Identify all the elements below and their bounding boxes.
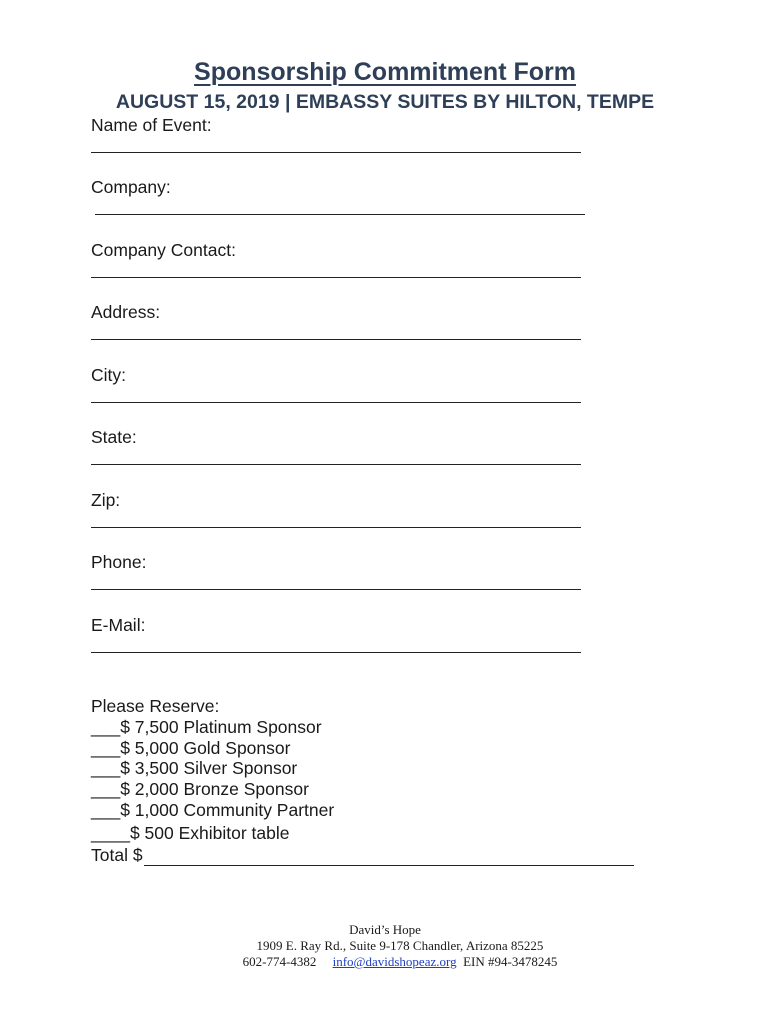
address-field[interactable]: [91, 339, 581, 340]
sponsor-option-bronze[interactable]: [91, 779, 334, 800]
option-label: $ 5,000 Gold Sponsor: [120, 737, 291, 758]
city-label: City:: [91, 365, 126, 385]
option-blank[interactable]: ___: [91, 716, 121, 737]
email-field[interactable]: [91, 652, 581, 653]
name-of-event-label: Name of Event:: [91, 115, 212, 135]
company-label: Company:: [91, 177, 171, 197]
address-label: Address:: [91, 302, 161, 322]
option-label: $ 3,500 Silver Sponsor: [120, 758, 298, 779]
option-blank[interactable]: ___: [91, 758, 121, 779]
company-field[interactable]: [95, 214, 585, 215]
sponsor-option-gold[interactable]: [91, 738, 334, 759]
zip-label: Zip:: [91, 490, 121, 510]
company-contact-label: Company Contact:: [91, 240, 236, 260]
name-of-event-field[interactable]: [91, 152, 581, 153]
sponsor-option-exhibitor-table[interactable]: [91, 823, 334, 844]
reserve-section: [91, 696, 334, 844]
footer-address: 1909 E. Ray Rd., Suite 9-178 Chandler, Arizona 85225: [256, 938, 544, 953]
sponsor-option-community-partner[interactable]: [91, 800, 334, 821]
footer-ein: EIN #94-3478245: [463, 954, 558, 969]
footer-email-link[interactable]: info@davidshopeaz.org: [332, 954, 457, 969]
option-blank[interactable]: ___: [91, 779, 121, 800]
footer-phone: 602-774-4382: [242, 954, 317, 969]
option-blank[interactable]: ___: [91, 737, 121, 758]
reserve-heading: Please Reserve:: [91, 696, 220, 716]
form-title: Sponsorship Commitment Form: [194, 58, 576, 86]
total-field[interactable]: [144, 848, 634, 866]
footer: [0, 922, 770, 970]
zip-field[interactable]: [91, 527, 581, 528]
option-blank[interactable]: ____: [91, 822, 130, 843]
phone-label: Phone:: [91, 552, 147, 572]
state-label: State:: [91, 427, 137, 447]
total-row: [91, 845, 634, 866]
option-label: $ 7,500 Platinum Sponsor: [120, 716, 322, 737]
sponsor-option-silver[interactable]: [91, 758, 334, 779]
email-label: E-Mail:: [91, 615, 146, 635]
city-field[interactable]: [91, 402, 581, 403]
footer-org: David’s Hope: [349, 922, 421, 937]
option-label: $ 500 Exhibitor table: [129, 822, 290, 843]
phone-field[interactable]: [91, 589, 581, 590]
state-field[interactable]: [91, 464, 581, 465]
option-label: $ 1,000 Community Partner: [120, 799, 335, 820]
total-label: Total $: [91, 845, 143, 865]
option-blank[interactable]: ___: [91, 799, 121, 820]
event-subtitle: AUGUST 15, 2019 | EMBASSY SUITES BY HILTON, TEMPE: [115, 91, 655, 113]
option-label: $ 2,000 Bronze Sponsor: [120, 779, 309, 800]
company-contact-field[interactable]: [91, 277, 581, 278]
sponsor-option-platinum[interactable]: [91, 717, 334, 738]
